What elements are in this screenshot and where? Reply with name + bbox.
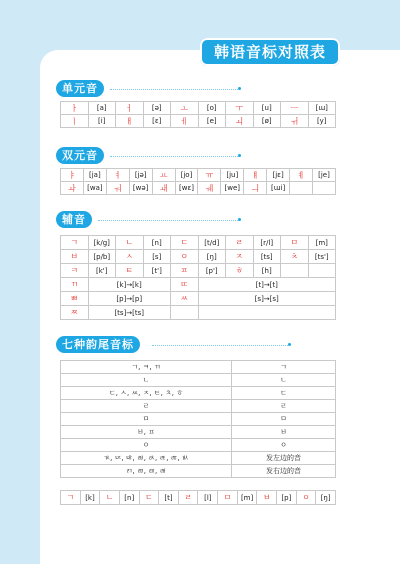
hangul-letter: ㅈ (226, 250, 254, 264)
final-pronunciation: ㅁ (232, 413, 336, 426)
hangul-letter (281, 264, 309, 278)
final-source-letters: ㅁ (61, 413, 232, 426)
ipa-value: [s]→[s] (198, 292, 336, 306)
dot-ornament (238, 87, 241, 90)
hangul-letter: ㅢ (244, 182, 267, 195)
hangul-letter: ㅁ (281, 236, 309, 250)
ipa-value: [ja] (83, 169, 106, 182)
ipa-value: [ɛ] (143, 115, 171, 128)
hangul-letter: ㄹ (178, 491, 198, 505)
hangul-letter: ㅎ (226, 264, 254, 278)
hangul-letter: ㅖ (290, 169, 313, 182)
table-row (61, 306, 336, 320)
section-header-diphthong (56, 147, 104, 165)
hangul-letter (290, 182, 313, 195)
final-pronunciation: ㅂ (232, 426, 336, 439)
ipa-value: [k]→[k] (88, 278, 171, 292)
hangul-letter: ㅉ (61, 306, 89, 320)
hangul-letter: ㅟ (281, 115, 309, 128)
table-row (61, 361, 336, 374)
hangul-letter: ㅃ (61, 292, 89, 306)
ipa-value: [u] (253, 102, 281, 115)
hangul-letter: ㅣ (61, 115, 89, 128)
final-source-letters: ㄴ (61, 374, 232, 387)
hangul-letter: ㅞ (198, 182, 221, 195)
ipa-value: [e] (198, 115, 226, 128)
ipa-value: [jo] (175, 169, 198, 182)
hangul-letter: ㅔ (171, 115, 199, 128)
ipa-value: [t]→[t] (198, 278, 336, 292)
hangul-letter: ㅇ (296, 491, 316, 505)
hangul-letter: ㅂ (61, 250, 89, 264)
ipa-value: [ə] (143, 102, 171, 115)
dotted-line (98, 220, 238, 221)
page-title: 韩语音标对照表 (200, 38, 340, 66)
ipa-value: [i] (88, 115, 116, 128)
ipa-value: [o] (198, 102, 226, 115)
hangul-letter: ㅍ (171, 264, 199, 278)
diphthong-table (60, 168, 336, 195)
ipa-value: [m] (237, 491, 257, 505)
final-source-letters: ㅂ, ㅍ (61, 426, 232, 439)
final-source-letters: ㄱ, ㅋ, ㄲ (61, 361, 232, 374)
final-source-letters: ㄹ (61, 400, 232, 413)
hangul-letter: ㅡ (281, 102, 309, 115)
ipa-value: [ɯ] (308, 102, 336, 115)
hangul-letter: ㅏ (61, 102, 89, 115)
table-row (61, 452, 336, 465)
table-row (61, 115, 336, 128)
final-source-letters: ㅇ (61, 439, 232, 452)
final-pronunciation: 发左边的音 (232, 452, 336, 465)
table-row (61, 292, 336, 306)
final-pronunciation: ㄴ (232, 374, 336, 387)
hangul-letter: ㅌ (116, 264, 144, 278)
table-row (61, 465, 336, 478)
dotted-line (152, 345, 288, 346)
ipa-value: [je] (312, 169, 335, 182)
hangul-letter: ㅁ (218, 491, 238, 505)
section-label: 辅音 (56, 211, 92, 228)
table-row (61, 413, 336, 426)
ipa-value: [y] (308, 115, 336, 128)
ipa-value: [h] (253, 264, 281, 278)
ipa-value: [k] (80, 491, 100, 505)
hangul-letter: ㅑ (61, 169, 84, 182)
dot-ornament (288, 343, 291, 346)
hangul-letter: ㅆ (171, 292, 199, 306)
ipa-value: [ɯi] (267, 182, 290, 195)
hangul-letter: ㅒ (244, 169, 267, 182)
section-header-final (56, 336, 140, 354)
consonant-table (60, 235, 336, 320)
ipa-value (308, 264, 336, 278)
ipa-value: [ju] (221, 169, 244, 182)
table-row (61, 102, 336, 115)
ipa-value: [ts]→[ts] (88, 306, 171, 320)
dotted-line (110, 156, 238, 157)
hangul-letter: ㅐ (116, 115, 144, 128)
hangul-letter (171, 306, 199, 320)
hangul-letter: ㄱ (61, 491, 81, 505)
ipa-value: [we] (221, 182, 244, 195)
ipa-value: [l] (198, 491, 218, 505)
dot-ornament (238, 154, 241, 157)
ipa-value: [n] (143, 236, 171, 250)
hangul-letter: ㅊ (281, 250, 309, 264)
hangul-letter: ㄴ (100, 491, 120, 505)
ipa-value: [k'] (88, 264, 116, 278)
ipa-value: [ŋ] (198, 250, 226, 264)
ipa-value: [s] (143, 250, 171, 264)
ipa-value: [ø] (253, 115, 281, 128)
final-pronunciation: ㄱ (232, 361, 336, 374)
ipa-value: [jɛ] (267, 169, 290, 182)
dot-ornament (238, 218, 241, 221)
ipa-value: [p/b] (88, 250, 116, 264)
ipa-value: [wa] (83, 182, 106, 195)
ipa-value (198, 306, 336, 320)
ipa-value: [jə] (129, 169, 152, 182)
table-row (61, 182, 336, 195)
hangul-letter: ㅙ (152, 182, 175, 195)
hangul-letter: ㅘ (61, 182, 84, 195)
table-row (61, 374, 336, 387)
hangul-letter: ㅠ (198, 169, 221, 182)
hangul-letter: ㅂ (257, 491, 277, 505)
ipa-value: [k/g] (88, 236, 116, 250)
hangul-letter: ㅋ (61, 264, 89, 278)
final-consonant-table (60, 360, 336, 478)
hangul-letter: ㅅ (116, 250, 144, 264)
final-source-letters: ㄳ, ㄵ, ㄶ, ㄼ, ㄽ, ㄾ, ㅀ, ㅄ (61, 452, 232, 465)
hangul-letter: ㄹ (226, 236, 254, 250)
hangul-letter: ㅗ (171, 102, 199, 115)
hangul-letter: ㅕ (106, 169, 129, 182)
ipa-value: [p]→[p] (88, 292, 171, 306)
ipa-value: [t'] (143, 264, 171, 278)
hangul-letter: ㄸ (171, 278, 199, 292)
ipa-value: [t] (159, 491, 179, 505)
ipa-value (312, 182, 335, 195)
hangul-letter: ㅛ (152, 169, 175, 182)
hangul-letter: ㄱ (61, 236, 89, 250)
ipa-value: [m] (308, 236, 336, 250)
ipa-value: [n] (119, 491, 139, 505)
section-label: 双元音 (56, 147, 104, 164)
table-row (61, 236, 336, 250)
section-label: 单元音 (56, 80, 104, 97)
section-header-consonant (56, 211, 92, 229)
ipa-value: [ŋ] (316, 491, 336, 505)
table-row (61, 491, 336, 505)
table-row (61, 264, 336, 278)
ipa-value: [ts] (253, 250, 281, 264)
hangul-letter: ㄷ (171, 236, 199, 250)
section-label: 七种韵尾音标 (56, 336, 140, 353)
table-row (61, 400, 336, 413)
hangul-letter: ㅝ (106, 182, 129, 195)
hangul-letter: ㄷ (139, 491, 159, 505)
final-source-letters: ㄷ, ㅅ, ㅆ, ㅈ, ㅌ, ㅊ, ㅎ (61, 387, 232, 400)
table-row (61, 250, 336, 264)
final-ipa-table (60, 490, 336, 505)
hangul-letter: ㄲ (61, 278, 89, 292)
final-pronunciation: 发右边的音 (232, 465, 336, 478)
final-pronunciation: ㄹ (232, 400, 336, 413)
ipa-value: [t/d] (198, 236, 226, 250)
ipa-value: [wə] (129, 182, 152, 195)
ipa-value: [wɛ] (175, 182, 198, 195)
ipa-value: [a] (88, 102, 116, 115)
hangul-letter: ㅜ (226, 102, 254, 115)
dotted-line (110, 89, 238, 90)
table-row (61, 169, 336, 182)
ipa-value: [p'] (198, 264, 226, 278)
table-row (61, 387, 336, 400)
hangul-letter: ㅇ (171, 250, 199, 264)
table-row (61, 278, 336, 292)
table-row (61, 426, 336, 439)
monophthong-table (60, 101, 336, 128)
table-row (61, 439, 336, 452)
final-source-letters: ㄺ, ㄻ, ㄿ, ㄼ (61, 465, 232, 478)
final-pronunciation: ㄷ (232, 387, 336, 400)
ipa-value: [ts'] (308, 250, 336, 264)
ipa-value: [p] (277, 491, 297, 505)
hangul-letter: ㅚ (226, 115, 254, 128)
final-pronunciation: ㅇ (232, 439, 336, 452)
hangul-letter: ㅓ (116, 102, 144, 115)
ipa-value: [r/l] (253, 236, 281, 250)
section-header-monophthong (56, 80, 104, 98)
hangul-letter: ㄴ (116, 236, 144, 250)
